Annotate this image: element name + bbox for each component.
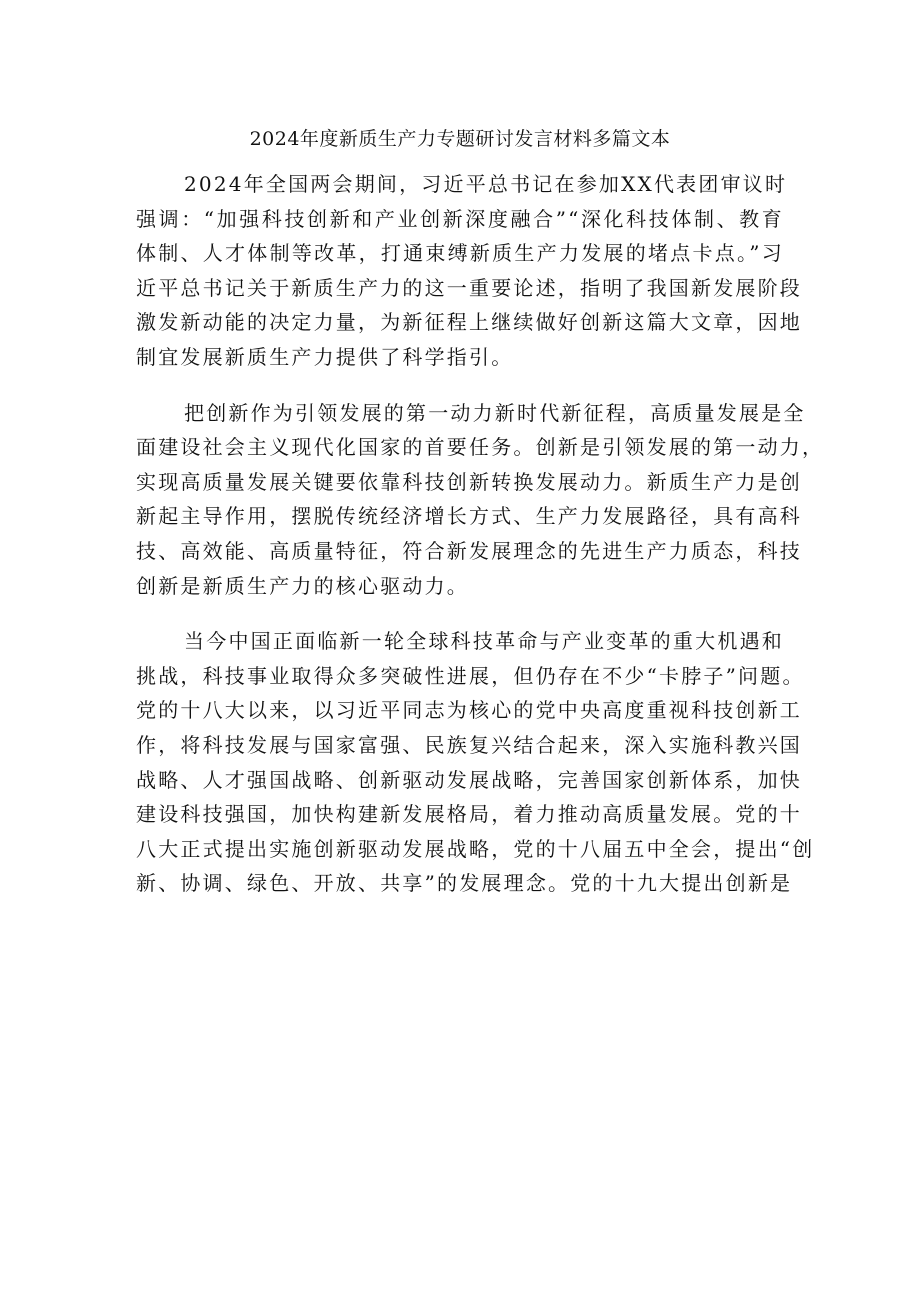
- paragraph-line: 战略、人才强国战略、创新驱动发展战略，完善国家创新体系，加快: [136, 767, 802, 792]
- paragraph-line: 当今中国正面临新一轮全球科技革命与产业变革的重大机遇和: [184, 629, 784, 654]
- paragraph-line: 实现高质量发展关键要依靠科技创新转换发展动力。新质生产力是创: [136, 469, 802, 494]
- paragraph-line: 强调：“加强科技创新和产业创新深度融合”“深化科技体制、教育: [136, 206, 784, 231]
- paragraph-line: 近平总书记关于新质生产力的这一重要论述，指明了我国新发展阶段: [136, 275, 802, 300]
- paragraph-line: 党的十八大以来，以习近平同志为核心的党中央高度重视科技创新工: [136, 698, 802, 723]
- document-body: [136, 167, 825, 922]
- paragraph-line: 制宜发展新质生产力提供了科学指引。: [136, 344, 514, 369]
- paragraph-line: 创新是新质生产力的核心驱动力。: [136, 573, 469, 598]
- paragraph-line: 新、协调、绿色、开放、共享”的发展理念。党的十九大提出创新是: [136, 871, 793, 896]
- paragraph-line: 体制、人才体制等改革，打通束缚新质生产力发展的堵点卡点。”习: [136, 241, 784, 266]
- paragraph-line: 激发新动能的决定力量，为新征程上继续做好创新这篇大文章，因地: [136, 310, 802, 335]
- paragraph-line: 把创新作为引领发展的第一动力新时代新征程，高质量发展是全: [184, 400, 806, 425]
- paragraph-line: 技、高效能、高质量特征，符合新发展理念的先进生产力质态，科技: [136, 538, 802, 563]
- paragraph-line: 作，将科技发展与国家富强、民族复兴结合起来，深入实施科教兴国: [136, 732, 802, 757]
- paragraph-2: [136, 396, 825, 604]
- paragraph-line: 挑战，科技事业取得众多突破性进展，但仍存在不少“卡脖子”问题。: [136, 663, 805, 688]
- paragraph-line: 建设科技强国，加快构建新发展格局，着力推动高质量发展。党的十: [136, 802, 802, 827]
- paragraph-line: 2024年全国两会期间，习近平总书记在参加XX代表团审议时: [184, 172, 788, 196]
- document-title: 2024年度新质生产力专题研讨发言材料多篇文本: [249, 128, 671, 150]
- paragraph-1: [136, 167, 802, 375]
- paragraph-line: 新起主导作用，摆脱传统经济增长方式、生产力发展路径，具有高科: [136, 504, 802, 529]
- paragraph-3: [136, 624, 815, 901]
- paragraph-line: 面建设社会主义现代化国家的首要任务。创新是引领发展的第一动力，: [136, 435, 825, 460]
- paragraph-line: 八大正式提出实施创新驱动发展战略，党的十八届五中全会，提出“创: [136, 836, 815, 861]
